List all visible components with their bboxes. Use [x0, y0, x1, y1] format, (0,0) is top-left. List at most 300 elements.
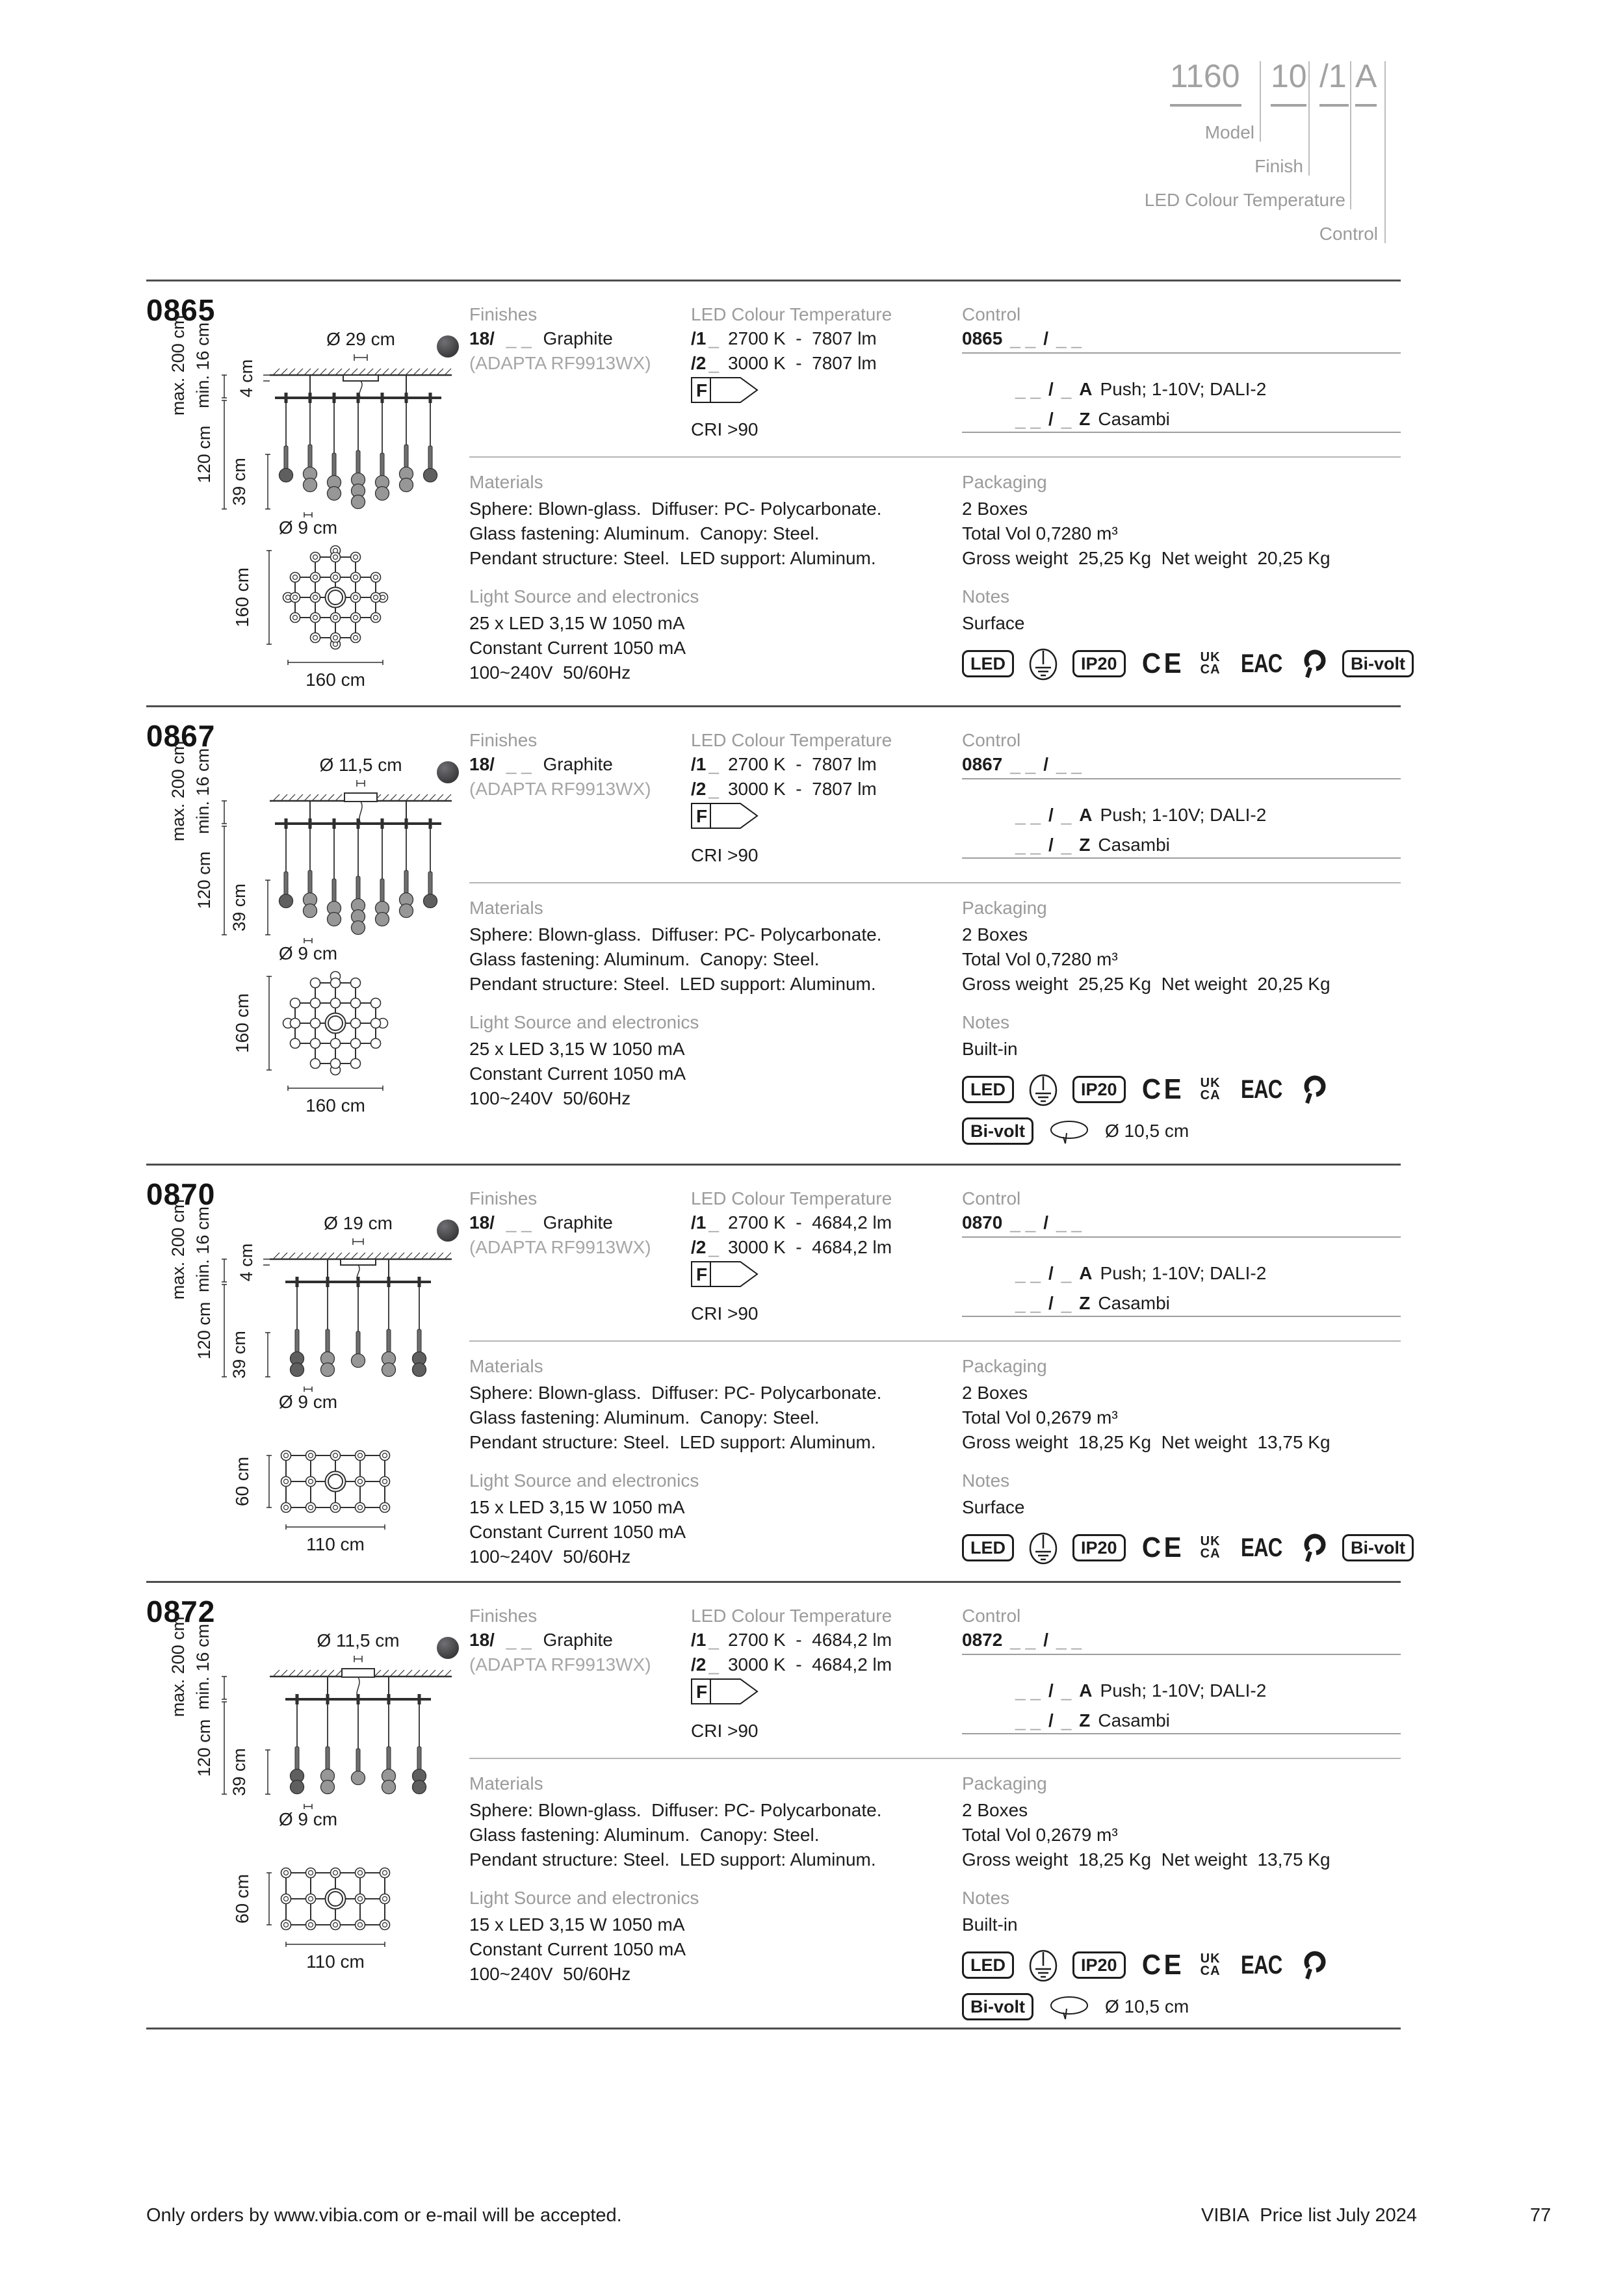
control-slash: / [1043, 1212, 1049, 1233]
product-code: 0867 [146, 719, 216, 753]
ukca-bottom: CA [1200, 662, 1221, 677]
ground-icon [1028, 1948, 1058, 1982]
control-rule [962, 857, 1401, 859]
option-blank: _ _ [1015, 1680, 1041, 1701]
light-source-line: Constant Current 1050 mA [469, 638, 686, 658]
packaging-line: Total Vol 0,7280 m³ [962, 949, 1118, 969]
finish-code: 18/ [469, 1212, 495, 1233]
option-slash: / [1048, 409, 1054, 429]
control-option [1015, 803, 1274, 828]
finish-subname: (ADAPTA RF9913WX) [469, 1654, 651, 1675]
ip20-icon: IP20 [1072, 1534, 1126, 1561]
product-section [0, 705, 1623, 1164]
led-value-2: 3000 K - 7807 lm [727, 353, 877, 373]
footer-page-number: 77 [1530, 2205, 1552, 2226]
energy-class-icon [691, 1261, 759, 1287]
control-rule [962, 1654, 1401, 1655]
product-code: 0865 [146, 293, 216, 327]
led-blank-2: _ [708, 779, 719, 799]
materials-line: Pendant structure: Steel. LED support: Aluminum. [469, 974, 876, 994]
led-value-1: 2700 K - 4684,2 lm [727, 1212, 892, 1233]
legend-led-code: /1 [1319, 58, 1347, 94]
control-code: 0870 [962, 1212, 1003, 1233]
control-option [1015, 1261, 1274, 1286]
led-blank-1: _ [708, 1212, 719, 1233]
packaging-line: 2 Boxes [962, 924, 1028, 945]
option-desc: Casambi [1098, 835, 1170, 855]
legend-label-finish: Finish [1254, 156, 1303, 176]
option-letter: A [1079, 1263, 1093, 1283]
option-blank: _ _ [1015, 1263, 1041, 1283]
eac-mark-icon: EAC [1240, 1075, 1282, 1104]
ukca-top: UK [1200, 650, 1221, 664]
sphere-diameter-label: Ø 9 cm [278, 943, 338, 963]
finish-swatch-graphite [437, 761, 459, 783]
drop-length-label: 120 cm [194, 425, 214, 484]
control-option [1015, 833, 1178, 857]
energy-class-letter: F [696, 1682, 708, 1702]
canopy-height-label: 4 cm [237, 1243, 256, 1282]
option-blank: _ _ [1015, 1293, 1041, 1313]
option-desc: Push; 1-10V; DALI-2 [1100, 379, 1267, 399]
control-code: 0872 [962, 1630, 1003, 1650]
control-rule [962, 432, 1401, 433]
materials-header: Materials [469, 898, 543, 918]
option-slash: / [1048, 835, 1054, 855]
ip20-icon: IP20 [1072, 650, 1126, 677]
finish-subname: (ADAPTA RF9913WX) [469, 1237, 651, 1257]
packaging-line: Gross weight 18,25 Kg Net weight 13,75 Kg [962, 1432, 1331, 1452]
option-blank: _ _ [1015, 1710, 1041, 1730]
legend-label-led: LED Colour Temperature [1144, 190, 1345, 210]
control-blank: _ _ [1056, 754, 1082, 774]
canopy-diameter-label: Ø 19 cm [324, 1213, 393, 1233]
energy-class-icon [691, 377, 759, 403]
led-blank-2: _ [708, 1654, 719, 1675]
packaging-text [962, 922, 1331, 997]
materials-line: Pendant structure: Steel. LED support: Aluminum. [469, 1849, 876, 1870]
legend-label-control: Control [1319, 224, 1378, 244]
light-source-text [469, 1912, 686, 1987]
led-row-2 [691, 1652, 892, 1677]
control-slash: / [1043, 1630, 1049, 1650]
finishes-header: Finishes [469, 1606, 538, 1626]
ground-icon [1028, 647, 1058, 681]
option-blank: _ [1061, 1293, 1072, 1313]
finish-blank: _ _ [506, 328, 532, 348]
topview-height-label: 160 cm [232, 567, 252, 627]
packaging-line: Total Vol 0,2679 m³ [962, 1825, 1118, 1845]
led-value-2: 3000 K - 7807 lm [727, 779, 877, 799]
certification-icons [962, 1949, 1328, 1981]
sphere-diameter-label: Ø 9 cm [278, 517, 338, 538]
materials-rule [469, 456, 1401, 458]
materials-header: Materials [469, 472, 543, 492]
control-option [1015, 1708, 1178, 1733]
topview-width-label: 110 cm [306, 1534, 365, 1554]
light-source-text [469, 1037, 686, 1111]
light-source-line: 25 x LED 3,15 W 1050 mA [469, 1039, 685, 1059]
materials-text [469, 1798, 881, 1872]
product-section [0, 1581, 1623, 2028]
energy-class-letter: F [696, 806, 708, 826]
led-code-1: /1 [691, 328, 707, 348]
option-blank: _ [1061, 835, 1072, 855]
packaging-line: Gross weight 18,25 Kg Net weight 13,75 Kg [962, 1849, 1331, 1870]
product-section [0, 280, 1623, 705]
option-slash: / [1048, 1710, 1054, 1730]
dimension-diagram [146, 741, 455, 1121]
led-value-1: 2700 K - 7807 lm [727, 328, 877, 348]
light-source-header: Light Source and electronics [469, 1470, 699, 1491]
topview-height-label: 60 cm [232, 1873, 252, 1924]
control-blank: _ _ [1010, 1630, 1036, 1650]
max-height-label: max. 200 cm [168, 741, 188, 842]
option-letter: Z [1079, 1710, 1091, 1730]
energy-class-icon [691, 1678, 759, 1704]
legend-model-code: 1160 [1170, 58, 1240, 94]
led-code-2: /2 [691, 1654, 707, 1675]
legend-separator [1350, 61, 1351, 209]
finishes-header: Finishes [469, 1188, 538, 1208]
topview-height-label: 160 cm [232, 993, 252, 1053]
packaging-header: Packaging [962, 1356, 1047, 1376]
option-letter: Z [1079, 835, 1091, 855]
finish-row [469, 326, 613, 351]
control-header: Control [962, 304, 1021, 324]
materials-line: Sphere: Blown-glass. Diffuser: PC- Polycarbonate. [469, 1800, 882, 1820]
option-blank: _ _ [1015, 805, 1041, 825]
control-code-line [962, 1210, 1089, 1235]
control-rule [962, 1236, 1401, 1238]
notes-value: Built-in [962, 1039, 1018, 1059]
led-icon: LED [962, 1076, 1014, 1103]
materials-line: Pendant structure: Steel. LED support: Aluminum. [469, 548, 876, 568]
finish-subname: (ADAPTA RF9913WX) [469, 779, 651, 799]
option-slash: / [1048, 1263, 1054, 1283]
energy-class-letter: F [696, 1264, 708, 1285]
light-source-line: Constant Current 1050 mA [469, 1063, 686, 1084]
option-desc: Push; 1-10V; DALI-2 [1100, 1263, 1267, 1283]
conformity-mark-icon [1302, 1532, 1328, 1564]
ce-mark-icon: CE [1141, 1532, 1184, 1563]
ukca-mark-icon [1201, 1953, 1221, 1977]
control-blank: _ _ [1010, 328, 1036, 348]
option-slash: / [1048, 1293, 1054, 1313]
control-rule [962, 1316, 1401, 1317]
control-code: 0867 [962, 754, 1003, 774]
cutout-diameter: Ø 10,5 cm [1105, 1121, 1189, 1141]
light-source-line: 100~240V 50/60Hz [469, 1088, 631, 1108]
cri-value: CRI >90 [691, 1303, 759, 1324]
option-letter: Z [1079, 409, 1091, 429]
packaging-line: 2 Boxes [962, 499, 1028, 519]
materials-line: Sphere: Blown-glass. Diffuser: PC- Polycarbonate. [469, 924, 882, 945]
led-header: LED Colour Temperature [691, 304, 892, 324]
packaging-text [962, 1381, 1331, 1455]
legend-separator [1308, 61, 1310, 176]
materials-line: Sphere: Blown-glass. Diffuser: PC- Polycarbonate. [469, 1383, 882, 1403]
materials-rule [469, 1758, 1401, 1759]
certification-icons [962, 647, 1414, 680]
option-desc: Casambi [1098, 1293, 1170, 1313]
stack-height-label: 39 cm [229, 1748, 249, 1796]
light-source-header: Light Source and electronics [469, 1888, 699, 1908]
stack-height-label: 39 cm [229, 1331, 249, 1379]
eac-mark-icon: EAC [1240, 649, 1282, 678]
option-blank: _ _ [1015, 409, 1041, 429]
legend-label-model: Model [1204, 122, 1254, 142]
led-row-1 [691, 752, 877, 777]
bivolt-icon: Bi-volt [1342, 1534, 1414, 1561]
certification-icons [962, 1073, 1328, 1106]
packaging-line: Total Vol 0,7280 m³ [962, 523, 1118, 543]
led-row-2 [691, 777, 877, 802]
cri-value: CRI >90 [691, 845, 759, 865]
materials-rule [469, 882, 1401, 883]
notes-header: Notes [962, 1888, 1010, 1908]
legend-underline [1271, 104, 1306, 107]
dimension-diagram [146, 315, 455, 696]
canopy-height-label: 4 cm [237, 359, 256, 398]
light-source-line: 15 x LED 3,15 W 1050 mA [469, 1914, 685, 1935]
bivolt-icon: Bi-volt [1342, 650, 1414, 677]
option-blank: _ _ [1015, 379, 1041, 399]
footer-pricelist-label: VIBIA Price list July 2024 [1201, 2205, 1418, 2226]
cutout-diameter: Ø 10,5 cm [1105, 1996, 1189, 2016]
led-value-1: 2700 K - 4684,2 lm [727, 1630, 892, 1650]
min-height-label: min. 16 cm [193, 1206, 213, 1293]
dimension-diagram [146, 1199, 455, 1580]
led-row-1 [691, 326, 877, 351]
led-blank-1: _ [708, 1630, 719, 1650]
materials-line: Glass fastening: Aluminum. Canopy: Steel. [469, 523, 820, 543]
footer-order-note: Only orders by www.vibia.com or e-mail will be accepted. [146, 2205, 622, 2226]
finish-row [469, 1628, 613, 1652]
materials-text [469, 1381, 881, 1455]
led-value-1: 2700 K - 7807 lm [727, 754, 877, 774]
finish-blank: _ _ [506, 754, 532, 774]
led-row-2 [691, 351, 877, 376]
led-code-1: /1 [691, 1212, 707, 1233]
min-height-label: min. 16 cm [193, 748, 213, 835]
product-section [0, 1164, 1623, 1581]
control-header: Control [962, 730, 1021, 750]
sphere-diameter-label: Ø 9 cm [278, 1809, 338, 1829]
notes-header: Notes [962, 586, 1010, 607]
option-blank: _ [1061, 805, 1072, 825]
control-slash: / [1043, 754, 1049, 774]
dimension-diagram [146, 1617, 455, 1997]
materials-header: Materials [469, 1773, 543, 1794]
light-source-line: 100~240V 50/60Hz [469, 1964, 631, 1984]
control-option [1015, 1291, 1178, 1316]
led-row-1 [691, 1628, 892, 1652]
packaging-line: 2 Boxes [962, 1383, 1028, 1403]
ukca-top: UK [1200, 1951, 1221, 1966]
materials-line: Glass fastening: Aluminum. Canopy: Steel. [469, 949, 820, 969]
control-blank: _ _ [1010, 754, 1036, 774]
light-source-text [469, 611, 686, 685]
option-desc: Push; 1-10V; DALI-2 [1100, 1680, 1267, 1701]
control-code-line [962, 1628, 1089, 1652]
option-blank: _ [1061, 379, 1072, 399]
ukca-mark-icon [1201, 651, 1221, 676]
canopy-diameter-label: Ø 29 cm [326, 329, 395, 349]
min-height-label: min. 16 cm [193, 1623, 213, 1710]
led-blank-2: _ [708, 1237, 719, 1257]
materials-line: Sphere: Blown-glass. Diffuser: PC- Polycarbonate. [469, 499, 882, 519]
control-blank: _ _ [1010, 1212, 1036, 1233]
ce-mark-icon: CE [1141, 647, 1184, 679]
option-blank: _ [1061, 409, 1072, 429]
light-source-line: 25 x LED 3,15 W 1050 mA [469, 613, 685, 633]
finish-blank: _ _ [506, 1212, 532, 1233]
stack-height-label: 39 cm [229, 458, 249, 506]
finish-name: Graphite [543, 328, 613, 348]
ukca-top: UK [1200, 1076, 1221, 1090]
ground-icon [1028, 1073, 1058, 1106]
control-code: 0865 [962, 328, 1003, 348]
finishes-header: Finishes [469, 730, 538, 750]
bivolt-cutout-row [962, 1115, 1189, 1147]
light-source-header: Light Source and electronics [469, 1012, 699, 1032]
option-letter: A [1079, 379, 1093, 399]
finish-code: 18/ [469, 328, 495, 348]
option-blank: _ [1061, 1263, 1072, 1283]
packaging-line: Gross weight 25,25 Kg Net weight 20,25 Kg [962, 548, 1331, 568]
light-source-line: 100~240V 50/60Hz [469, 1546, 631, 1567]
ceiling-cutout-icon [1048, 1993, 1091, 2020]
led-blank-2: _ [708, 353, 719, 373]
bivolt-cutout-row [962, 1990, 1189, 2023]
topview-width-label: 110 cm [306, 1951, 365, 1972]
option-desc: Casambi [1098, 409, 1170, 429]
option-desc: Casambi [1098, 1710, 1170, 1730]
legend-control-code: A [1355, 58, 1377, 94]
finish-row [469, 1210, 613, 1235]
legend-finish-code: 10 [1271, 58, 1307, 94]
control-blank: _ _ [1056, 1212, 1082, 1233]
control-rule [962, 1733, 1401, 1734]
cri-value: CRI >90 [691, 1721, 759, 1741]
notes-value: Built-in [962, 1914, 1018, 1935]
max-height-label: max. 200 cm [168, 315, 188, 416]
led-header: LED Colour Temperature [691, 1188, 892, 1208]
materials-line: Glass fastening: Aluminum. Canopy: Steel. [469, 1407, 820, 1428]
ip20-icon: IP20 [1072, 1951, 1126, 1979]
ce-mark-icon: CE [1141, 1073, 1184, 1105]
drop-length-label: 120 cm [194, 851, 214, 909]
packaging-header: Packaging [962, 1773, 1047, 1794]
control-slash: / [1043, 328, 1049, 348]
led-header: LED Colour Temperature [691, 1606, 892, 1626]
control-rule [962, 352, 1401, 354]
max-height-label: max. 200 cm [168, 1199, 188, 1300]
led-code-2: /2 [691, 1237, 707, 1257]
notes-header: Notes [962, 1470, 1010, 1491]
light-source-line: 15 x LED 3,15 W 1050 mA [469, 1497, 685, 1517]
led-icon: LED [962, 650, 1014, 677]
led-blank-1: _ [708, 328, 719, 348]
control-blank: _ _ [1056, 328, 1082, 348]
legend-separator [1260, 61, 1261, 142]
control-option [1015, 377, 1274, 402]
led-row-2 [691, 1235, 892, 1260]
finishes-header: Finishes [469, 304, 538, 324]
option-desc: Push; 1-10V; DALI-2 [1100, 805, 1267, 825]
notes-header: Notes [962, 1012, 1010, 1032]
finish-code: 18/ [469, 754, 495, 774]
sphere-diameter-label: Ø 9 cm [278, 1392, 338, 1412]
topview-width-label: 160 cm [305, 1095, 365, 1115]
ip20-icon: IP20 [1072, 1076, 1126, 1103]
led-icon: LED [962, 1951, 1014, 1979]
finish-name: Graphite [543, 1630, 613, 1650]
legend-underline [1355, 104, 1377, 107]
materials-line: Pendant structure: Steel. LED support: Aluminum. [469, 1432, 876, 1452]
ukca-bottom: CA [1200, 1088, 1221, 1102]
light-source-line: 100~240V 50/60Hz [469, 662, 631, 683]
topview-width-label: 160 cm [305, 670, 365, 690]
led-value-2: 3000 K - 4684,2 lm [727, 1654, 892, 1675]
materials-rule [469, 1340, 1401, 1342]
light-source-text [469, 1495, 686, 1569]
legend-underline [1170, 104, 1241, 107]
option-slash: / [1048, 805, 1054, 825]
ukca-bottom: CA [1200, 1964, 1221, 1978]
legend-separator [1384, 61, 1386, 243]
control-option [1015, 407, 1178, 432]
drop-length-label: 120 cm [194, 1719, 214, 1777]
control-code-line [962, 326, 1089, 351]
led-icon: LED [962, 1534, 1014, 1561]
ukca-top: UK [1200, 1534, 1221, 1548]
light-source-header: Light Source and electronics [469, 586, 699, 607]
ukca-bottom: CA [1200, 1546, 1221, 1561]
conformity-mark-icon [1302, 1073, 1328, 1106]
code-legend [1144, 57, 1399, 252]
ground-icon [1028, 1531, 1058, 1565]
led-code-1: /1 [691, 754, 707, 774]
option-slash: / [1048, 379, 1054, 399]
control-blank: _ _ [1056, 1630, 1082, 1650]
finish-swatch-graphite [437, 335, 459, 358]
control-rule [962, 778, 1401, 779]
topview-height-label: 60 cm [232, 1456, 252, 1507]
bivolt-icon: Bi-volt [962, 1993, 1033, 2020]
eac-mark-icon: EAC [1240, 1950, 1282, 1979]
energy-class-letter: F [696, 380, 708, 400]
cri-value: CRI >90 [691, 419, 759, 439]
finish-name: Graphite [543, 754, 613, 774]
ce-mark-icon: CE [1141, 1949, 1184, 1981]
led-row-1 [691, 1210, 892, 1235]
led-header: LED Colour Temperature [691, 730, 892, 750]
materials-header: Materials [469, 1356, 543, 1376]
led-value-2: 3000 K - 4684,2 lm [727, 1237, 892, 1257]
conformity-mark-icon [1302, 1949, 1328, 1981]
control-header: Control [962, 1606, 1021, 1626]
product-code: 0872 [146, 1595, 216, 1628]
notes-value: Surface [962, 613, 1025, 633]
energy-class-icon [691, 803, 759, 829]
control-code-line [962, 752, 1089, 777]
option-blank: _ _ [1015, 835, 1041, 855]
ukca-mark-icon [1201, 1535, 1221, 1560]
finish-code: 18/ [469, 1630, 495, 1650]
option-letter: A [1079, 805, 1093, 825]
